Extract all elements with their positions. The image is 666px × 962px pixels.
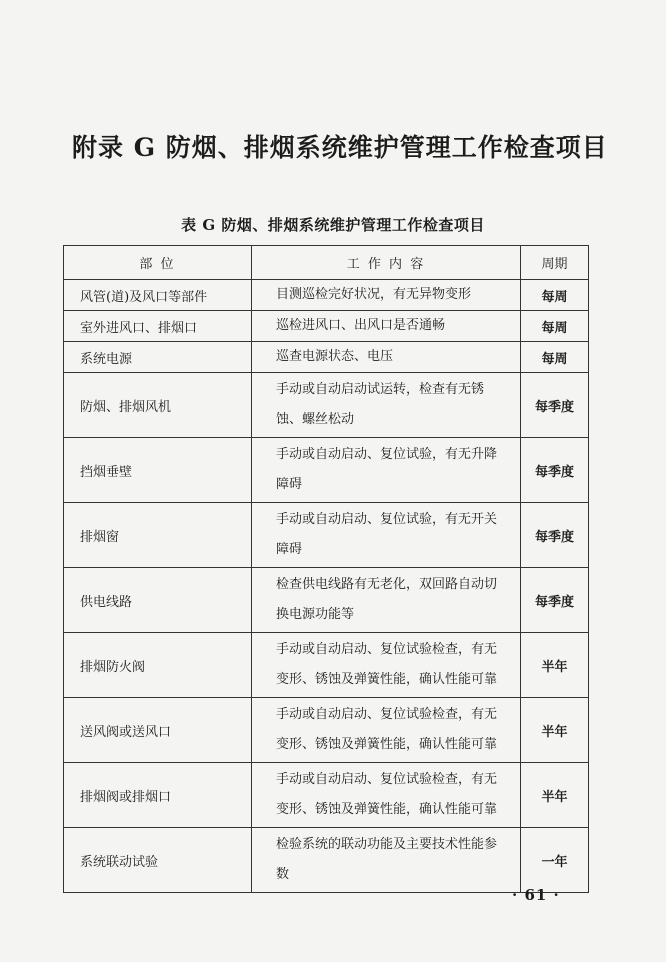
row-work: 目测巡检完好状况，有无异物变形	[252, 280, 521, 311]
row-work: 手动或自动启动试运转，检查有无锈蚀、螺丝松动	[252, 373, 521, 438]
row-part: 系统联动试验	[64, 828, 252, 893]
row-part: 送风阀或送风口	[64, 698, 252, 763]
row-work: 手动或自动启动、复位试验，有无升降障碍	[252, 438, 521, 503]
table-row	[64, 373, 589, 438]
table-row	[64, 828, 589, 893]
row-work: 手动或自动启动、复位试验检查，有无变形、锈蚀及弹簧性能，确认性能可靠	[252, 633, 521, 698]
table-header-row	[64, 246, 589, 280]
row-work: 巡检进风口、出风口是否通畅	[252, 311, 521, 342]
table-row	[64, 503, 589, 568]
inspection-table	[63, 245, 589, 893]
table-row	[64, 633, 589, 698]
header-part: 部 位	[64, 246, 252, 280]
table-row	[64, 342, 589, 373]
row-cycle: 每周	[521, 342, 589, 373]
table-row	[64, 698, 589, 763]
row-cycle: 每季度	[521, 438, 589, 503]
row-cycle: 半年	[521, 633, 589, 698]
row-part: 系统电源	[64, 342, 252, 373]
row-cycle: 每周	[521, 311, 589, 342]
row-part: 风管(道)及风口等部件	[64, 280, 252, 311]
row-work: 手动或自动启动、复位试验检查，有无变形、锈蚀及弹簧性能，确认性能可靠	[252, 698, 521, 763]
table-row	[64, 568, 589, 633]
row-part: 室外进风口、排烟口	[64, 311, 252, 342]
row-part: 排烟窗	[64, 503, 252, 568]
row-cycle: 每季度	[521, 503, 589, 568]
table-caption: 表 G 防烟、排烟系统维护管理工作检查项目	[181, 216, 485, 234]
row-cycle: 每季度	[521, 373, 589, 438]
row-cycle: 一年	[521, 828, 589, 893]
row-cycle: 每周	[521, 280, 589, 311]
row-part: 挡烟垂壁	[64, 438, 252, 503]
row-work: 检验系统的联动功能及主要技术性能参数	[252, 828, 521, 893]
appendix-title: 附录 G 防烟、排烟系统维护管理工作检查项目	[72, 133, 608, 162]
row-part: 防烟、排烟风机	[64, 373, 252, 438]
row-work: 手动或自动启动、复位试验检查，有无变形、锈蚀及弹簧性能，确认性能可靠	[252, 763, 521, 828]
page-number: · 61 ·	[512, 886, 560, 904]
row-cycle: 半年	[521, 763, 589, 828]
row-part: 供电线路	[64, 568, 252, 633]
row-cycle: 每季度	[521, 568, 589, 633]
inspection-table-container	[63, 245, 588, 893]
row-work: 手动或自动启动、复位试验，有无开关障碍	[252, 503, 521, 568]
row-part: 排烟阀或排烟口	[64, 763, 252, 828]
table-row	[64, 280, 589, 311]
row-cycle: 半年	[521, 698, 589, 763]
header-work: 工 作 内 容	[252, 246, 521, 280]
header-cycle: 周期	[521, 246, 589, 280]
row-work: 巡查电源状态、电压	[252, 342, 521, 373]
table-row	[64, 438, 589, 503]
table-row	[64, 763, 589, 828]
table-row	[64, 311, 589, 342]
row-work: 检查供电线路有无老化，双回路自动切换电源功能等	[252, 568, 521, 633]
row-part: 排烟防火阀	[64, 633, 252, 698]
